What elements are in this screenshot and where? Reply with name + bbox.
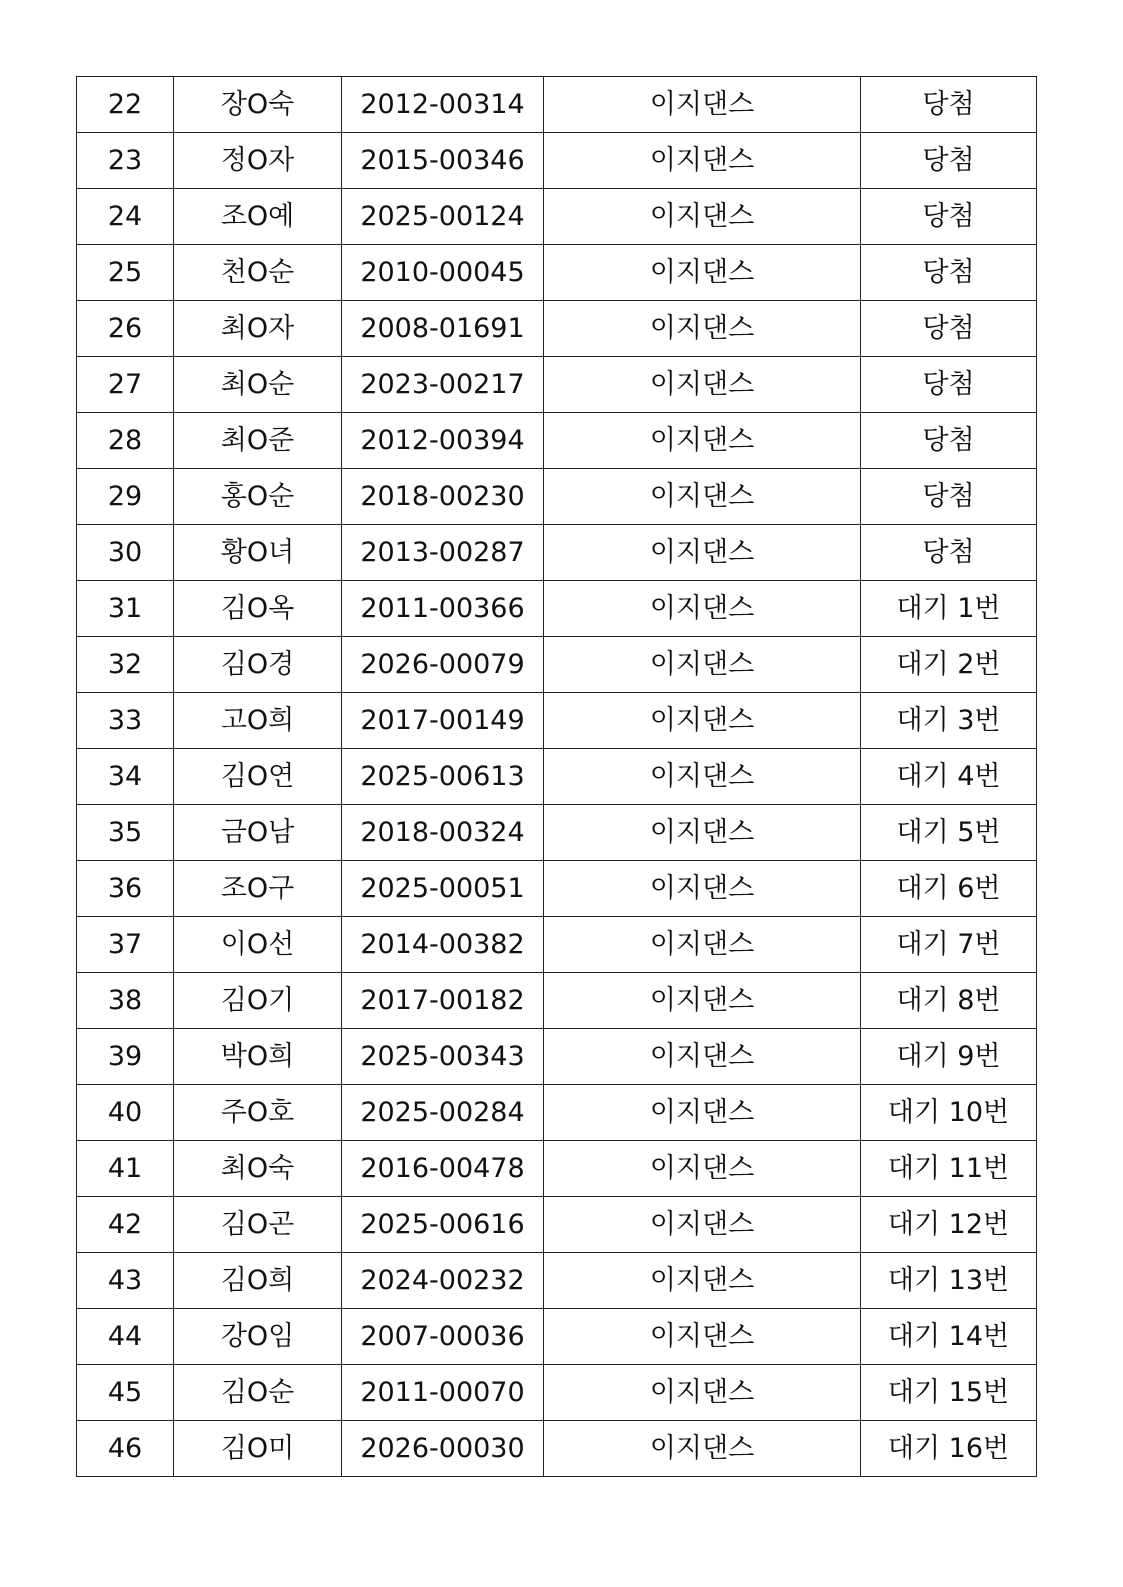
member-id-cell: 2018-00324 bbox=[342, 805, 544, 861]
member-name-cell: 김O기 bbox=[174, 973, 342, 1029]
member-name-cell: 최O준 bbox=[174, 413, 342, 469]
member-name-cell: 김O곤 bbox=[174, 1197, 342, 1253]
member-name-cell: 조O예 bbox=[174, 189, 342, 245]
program-cell: 이지댄스 bbox=[544, 1197, 861, 1253]
member-id-cell: 2008-01691 bbox=[342, 301, 544, 357]
member-name-cell: 박O희 bbox=[174, 1029, 342, 1085]
table-row bbox=[77, 693, 1037, 749]
member-id-cell: 2025-00343 bbox=[342, 1029, 544, 1085]
member-id-cell: 2026-00030 bbox=[342, 1421, 544, 1477]
member-id-cell: 2011-00366 bbox=[342, 581, 544, 637]
member-name-cell: 금O남 bbox=[174, 805, 342, 861]
table-row bbox=[77, 245, 1037, 301]
table-row bbox=[77, 917, 1037, 973]
member-id-cell: 2025-00616 bbox=[342, 1197, 544, 1253]
table-row bbox=[77, 581, 1037, 637]
result-cell: 대기 3번 bbox=[861, 693, 1037, 749]
program-cell: 이지댄스 bbox=[544, 189, 861, 245]
table-row bbox=[77, 301, 1037, 357]
program-cell: 이지댄스 bbox=[544, 581, 861, 637]
member-id-cell: 2018-00230 bbox=[342, 469, 544, 525]
program-cell: 이지댄스 bbox=[544, 973, 861, 1029]
table-row bbox=[77, 1197, 1037, 1253]
result-cell: 대기 7번 bbox=[861, 917, 1037, 973]
member-id-cell: 2010-00045 bbox=[342, 245, 544, 301]
row-number-cell: 28 bbox=[77, 413, 174, 469]
member-id-cell: 2025-00124 bbox=[342, 189, 544, 245]
program-cell: 이지댄스 bbox=[544, 1085, 861, 1141]
program-cell: 이지댄스 bbox=[544, 413, 861, 469]
row-number-cell: 31 bbox=[77, 581, 174, 637]
member-id-cell: 2025-00284 bbox=[342, 1085, 544, 1141]
table-row bbox=[77, 1365, 1037, 1421]
member-id-cell: 2014-00382 bbox=[342, 917, 544, 973]
row-number-cell: 44 bbox=[77, 1309, 174, 1365]
member-name-cell: 김O미 bbox=[174, 1421, 342, 1477]
result-cell: 대기 10번 bbox=[861, 1085, 1037, 1141]
table-row bbox=[77, 1029, 1037, 1085]
table-body bbox=[77, 77, 1037, 1477]
result-cell: 대기 12번 bbox=[861, 1197, 1037, 1253]
row-number-cell: 24 bbox=[77, 189, 174, 245]
table-row bbox=[77, 357, 1037, 413]
result-cell: 대기 11번 bbox=[861, 1141, 1037, 1197]
row-number-cell: 22 bbox=[77, 77, 174, 133]
result-cell: 당첨 bbox=[861, 133, 1037, 189]
program-cell: 이지댄스 bbox=[544, 301, 861, 357]
row-number-cell: 23 bbox=[77, 133, 174, 189]
result-cell: 당첨 bbox=[861, 413, 1037, 469]
member-name-cell: 황O녀 bbox=[174, 525, 342, 581]
result-cell: 대기 16번 bbox=[861, 1421, 1037, 1477]
result-cell: 당첨 bbox=[861, 469, 1037, 525]
member-name-cell: 정O자 bbox=[174, 133, 342, 189]
member-name-cell: 홍O순 bbox=[174, 469, 342, 525]
row-number-cell: 33 bbox=[77, 693, 174, 749]
program-cell: 이지댄스 bbox=[544, 469, 861, 525]
member-name-cell: 김O순 bbox=[174, 1365, 342, 1421]
row-number-cell: 43 bbox=[77, 1253, 174, 1309]
program-cell: 이지댄스 bbox=[544, 749, 861, 805]
program-cell: 이지댄스 bbox=[544, 1141, 861, 1197]
table-row bbox=[77, 77, 1037, 133]
row-number-cell: 29 bbox=[77, 469, 174, 525]
program-cell: 이지댄스 bbox=[544, 1253, 861, 1309]
result-cell: 당첨 bbox=[861, 77, 1037, 133]
program-cell: 이지댄스 bbox=[544, 1421, 861, 1477]
member-id-cell: 2015-00346 bbox=[342, 133, 544, 189]
result-cell: 당첨 bbox=[861, 525, 1037, 581]
result-cell: 대기 14번 bbox=[861, 1309, 1037, 1365]
table-row bbox=[77, 1085, 1037, 1141]
program-cell: 이지댄스 bbox=[544, 245, 861, 301]
result-cell: 당첨 bbox=[861, 189, 1037, 245]
row-number-cell: 32 bbox=[77, 637, 174, 693]
program-cell: 이지댄스 bbox=[544, 693, 861, 749]
row-number-cell: 34 bbox=[77, 749, 174, 805]
result-cell: 당첨 bbox=[861, 245, 1037, 301]
member-id-cell: 2023-00217 bbox=[342, 357, 544, 413]
member-id-cell: 2025-00613 bbox=[342, 749, 544, 805]
lottery-result-table bbox=[76, 76, 1037, 1477]
row-number-cell: 46 bbox=[77, 1421, 174, 1477]
program-cell: 이지댄스 bbox=[544, 133, 861, 189]
member-name-cell: 최O숙 bbox=[174, 1141, 342, 1197]
row-number-cell: 40 bbox=[77, 1085, 174, 1141]
table-row bbox=[77, 525, 1037, 581]
table-row bbox=[77, 1253, 1037, 1309]
table-row bbox=[77, 861, 1037, 917]
row-number-cell: 26 bbox=[77, 301, 174, 357]
program-cell: 이지댄스 bbox=[544, 917, 861, 973]
table-row bbox=[77, 973, 1037, 1029]
member-name-cell: 최O자 bbox=[174, 301, 342, 357]
table-row bbox=[77, 413, 1037, 469]
program-cell: 이지댄스 bbox=[544, 805, 861, 861]
member-name-cell: 천O순 bbox=[174, 245, 342, 301]
member-name-cell: 조O구 bbox=[174, 861, 342, 917]
result-cell: 대기 4번 bbox=[861, 749, 1037, 805]
table-row bbox=[77, 749, 1037, 805]
table-row bbox=[77, 637, 1037, 693]
member-name-cell: 김O경 bbox=[174, 637, 342, 693]
table-row bbox=[77, 1421, 1037, 1477]
row-number-cell: 45 bbox=[77, 1365, 174, 1421]
member-id-cell: 2011-00070 bbox=[342, 1365, 544, 1421]
member-name-cell: 김O연 bbox=[174, 749, 342, 805]
table-row bbox=[77, 1309, 1037, 1365]
member-id-cell: 2012-00314 bbox=[342, 77, 544, 133]
member-id-cell: 2026-00079 bbox=[342, 637, 544, 693]
row-number-cell: 41 bbox=[77, 1141, 174, 1197]
program-cell: 이지댄스 bbox=[544, 637, 861, 693]
member-name-cell: 주O호 bbox=[174, 1085, 342, 1141]
row-number-cell: 37 bbox=[77, 917, 174, 973]
table-row bbox=[77, 1141, 1037, 1197]
program-cell: 이지댄스 bbox=[544, 357, 861, 413]
member-name-cell: 이O선 bbox=[174, 917, 342, 973]
table-row bbox=[77, 469, 1037, 525]
member-name-cell: 김O옥 bbox=[174, 581, 342, 637]
member-name-cell: 강O임 bbox=[174, 1309, 342, 1365]
program-cell: 이지댄스 bbox=[544, 1309, 861, 1365]
program-cell: 이지댄스 bbox=[544, 1365, 861, 1421]
member-name-cell: 김O희 bbox=[174, 1253, 342, 1309]
member-id-cell: 2016-00478 bbox=[342, 1141, 544, 1197]
member-name-cell: 최O순 bbox=[174, 357, 342, 413]
member-id-cell: 2013-00287 bbox=[342, 525, 544, 581]
result-cell: 대기 2번 bbox=[861, 637, 1037, 693]
result-cell: 대기 15번 bbox=[861, 1365, 1037, 1421]
row-number-cell: 35 bbox=[77, 805, 174, 861]
program-cell: 이지댄스 bbox=[544, 525, 861, 581]
result-cell: 대기 9번 bbox=[861, 1029, 1037, 1085]
table-row bbox=[77, 189, 1037, 245]
row-number-cell: 36 bbox=[77, 861, 174, 917]
program-cell: 이지댄스 bbox=[544, 861, 861, 917]
table-row bbox=[77, 805, 1037, 861]
member-id-cell: 2017-00182 bbox=[342, 973, 544, 1029]
member-id-cell: 2007-00036 bbox=[342, 1309, 544, 1365]
member-name-cell: 고O희 bbox=[174, 693, 342, 749]
row-number-cell: 42 bbox=[77, 1197, 174, 1253]
member-id-cell: 2012-00394 bbox=[342, 413, 544, 469]
program-cell: 이지댄스 bbox=[544, 1029, 861, 1085]
program-cell: 이지댄스 bbox=[544, 77, 861, 133]
row-number-cell: 25 bbox=[77, 245, 174, 301]
result-cell: 대기 8번 bbox=[861, 973, 1037, 1029]
result-cell: 대기 5번 bbox=[861, 805, 1037, 861]
member-name-cell: 장O숙 bbox=[174, 77, 342, 133]
result-cell: 대기 1번 bbox=[861, 581, 1037, 637]
result-cell: 대기 6번 bbox=[861, 861, 1037, 917]
member-id-cell: 2024-00232 bbox=[342, 1253, 544, 1309]
member-id-cell: 2025-00051 bbox=[342, 861, 544, 917]
row-number-cell: 39 bbox=[77, 1029, 174, 1085]
table-row bbox=[77, 133, 1037, 189]
result-cell: 당첨 bbox=[861, 301, 1037, 357]
row-number-cell: 27 bbox=[77, 357, 174, 413]
row-number-cell: 38 bbox=[77, 973, 174, 1029]
result-cell: 당첨 bbox=[861, 357, 1037, 413]
row-number-cell: 30 bbox=[77, 525, 174, 581]
member-id-cell: 2017-00149 bbox=[342, 693, 544, 749]
result-cell: 대기 13번 bbox=[861, 1253, 1037, 1309]
